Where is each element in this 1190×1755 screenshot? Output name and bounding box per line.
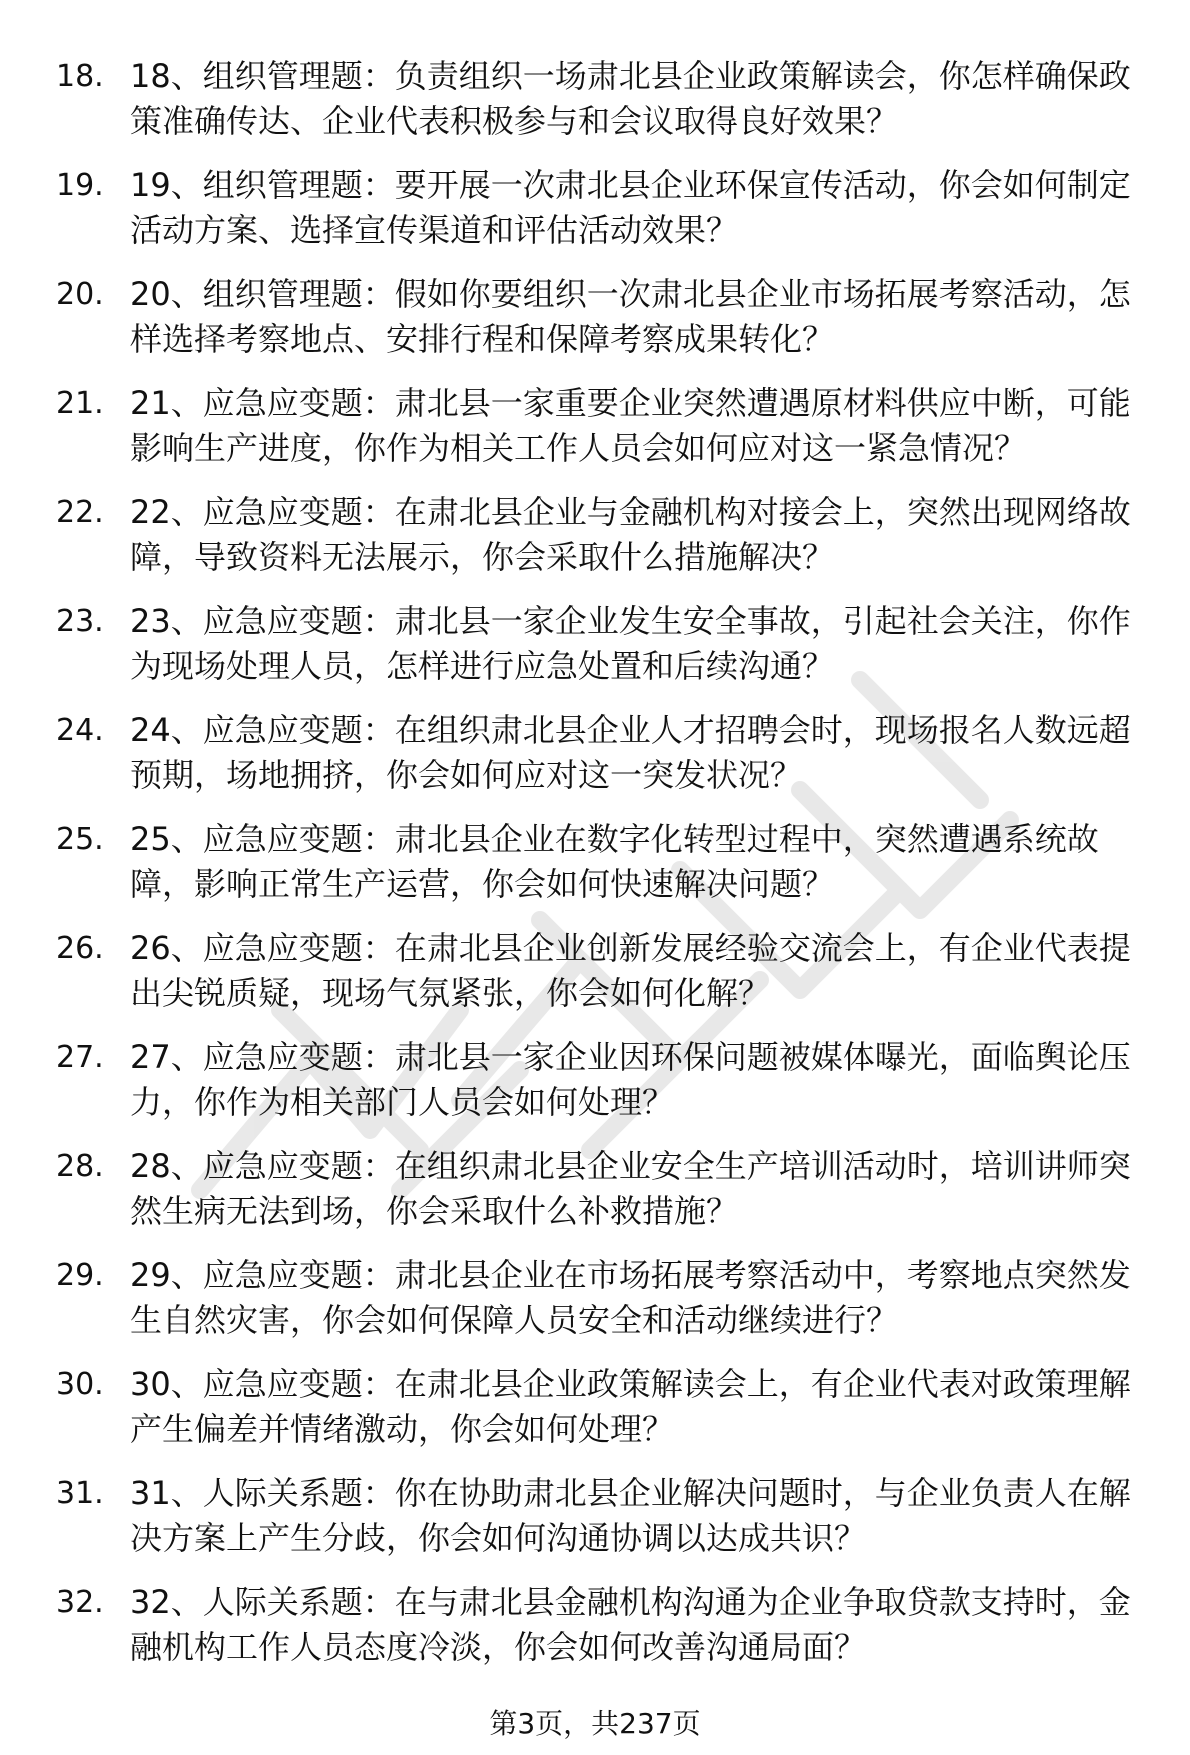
question-item-22 — [56, 490, 1156, 580]
question-text: 24、应急应变题：在组织肃北县企业人才招聘会时，现场报名人数远超预期，场地拥挤，你会如何应对这一突发状况？ — [130, 711, 1131, 794]
question-item-32 — [56, 1580, 1156, 1670]
question-item-31 — [56, 1471, 1156, 1561]
question-number: 19. — [56, 168, 104, 203]
question-item-18 — [56, 54, 1156, 144]
question-item-30 — [56, 1362, 1156, 1452]
question-number: 28. — [56, 1149, 104, 1184]
question-text: 28、应急应变题：在组织肃北县企业安全生产培训活动时，培训讲师突然生病无法到场，你会采取什么补救措施？ — [130, 1147, 1131, 1230]
question-number: 24. — [56, 713, 104, 748]
question-number: 22. — [56, 495, 104, 530]
question-number: 26. — [56, 931, 104, 966]
question-text: 31、人际关系题：你在协助肃北县企业解决问题时，与企业负责人在解决方案上产生分歧，你会如何沟通协调以达成共识？ — [130, 1474, 1131, 1557]
question-number: 29. — [56, 1258, 104, 1293]
question-number: 23. — [56, 604, 104, 639]
question-item-20 — [56, 272, 1156, 362]
question-number: 32. — [56, 1585, 104, 1620]
page-footer: 第3页，共237页 — [489, 1707, 701, 1740]
question-number: 30. — [56, 1367, 104, 1402]
question-text: 18、组织管理题：负责组织一场肃北县企业政策解读会，你怎样确保政策准确传达、企业代表积极参与和会议取得良好效果？ — [130, 57, 1131, 140]
question-number: 20. — [56, 277, 104, 312]
question-item-25 — [56, 817, 1156, 907]
question-item-28 — [56, 1144, 1156, 1234]
question-text: 26、应急应变题：在肃北县企业创新发展经验交流会上，有企业代表提出尖锐质疑，现场气氛紧张，你会如何化解？ — [130, 929, 1131, 1012]
question-item-29 — [56, 1253, 1156, 1343]
question-number: 21. — [56, 386, 104, 421]
question-number: 31. — [56, 1476, 104, 1511]
question-text: 27、应急应变题：肃北县一家企业因环保问题被媒体曝光，面临舆论压力，你作为相关部门人员会如何处理？ — [130, 1038, 1131, 1121]
question-text: 23、应急应变题：肃北县一家企业发生安全事故，引起社会关注，你作为现场处理人员，怎样进行应急处置和后续沟通？ — [130, 602, 1131, 685]
question-text: 25、应急应变题：肃北县企业在数字化转型过程中，突然遭遇系统故障，影响正常生产运营，你会如何快速解决问题？ — [130, 820, 1099, 903]
question-text: 30、应急应变题：在肃北县企业政策解读会上，有企业代表对政策理解产生偏差并情绪激动，你会如何处理？ — [130, 1365, 1131, 1448]
question-text: 32、人际关系题：在与肃北县金融机构沟通为企业争取贷款支持时，金融机构工作人员态度冷淡，你会如何改善沟通局面？ — [130, 1583, 1131, 1666]
question-text: 22、应急应变题：在肃北县企业与金融机构对接会上，突然出现网络故障，导致资料无法展示，你会采取什么措施解决？ — [130, 493, 1131, 576]
question-item-27 — [56, 1035, 1156, 1125]
question-text: 29、应急应变题：肃北县企业在市场拓展考察活动中，考察地点突然发生自然灾害，你会如何保障人员安全和活动继续进行？ — [130, 1256, 1131, 1339]
question-item-24 — [56, 708, 1156, 798]
question-item-21 — [56, 381, 1156, 471]
question-item-19 — [56, 163, 1156, 253]
question-list — [56, 54, 1156, 1689]
question-item-26 — [56, 926, 1156, 1016]
question-item-23 — [56, 599, 1156, 689]
question-number: 27. — [56, 1040, 104, 1075]
question-text: 19、组织管理题：要开展一次肃北县企业环保宣传活动，你会如何制定活动方案、选择宣传渠道和评估活动效果？ — [130, 166, 1131, 249]
question-text: 20、组织管理题：假如你要组织一次肃北县企业市场拓展考察活动，怎样选择考察地点、安排行程和保障考察成果转化？ — [130, 275, 1131, 358]
question-text: 21、应急应变题：肃北县一家重要企业突然遭遇原材料供应中断，可能影响生产进度，你作为相关工作人员会如何应对这一紧急情况？ — [130, 384, 1131, 467]
question-number: 18. — [56, 59, 104, 94]
question-number: 25. — [56, 822, 104, 857]
